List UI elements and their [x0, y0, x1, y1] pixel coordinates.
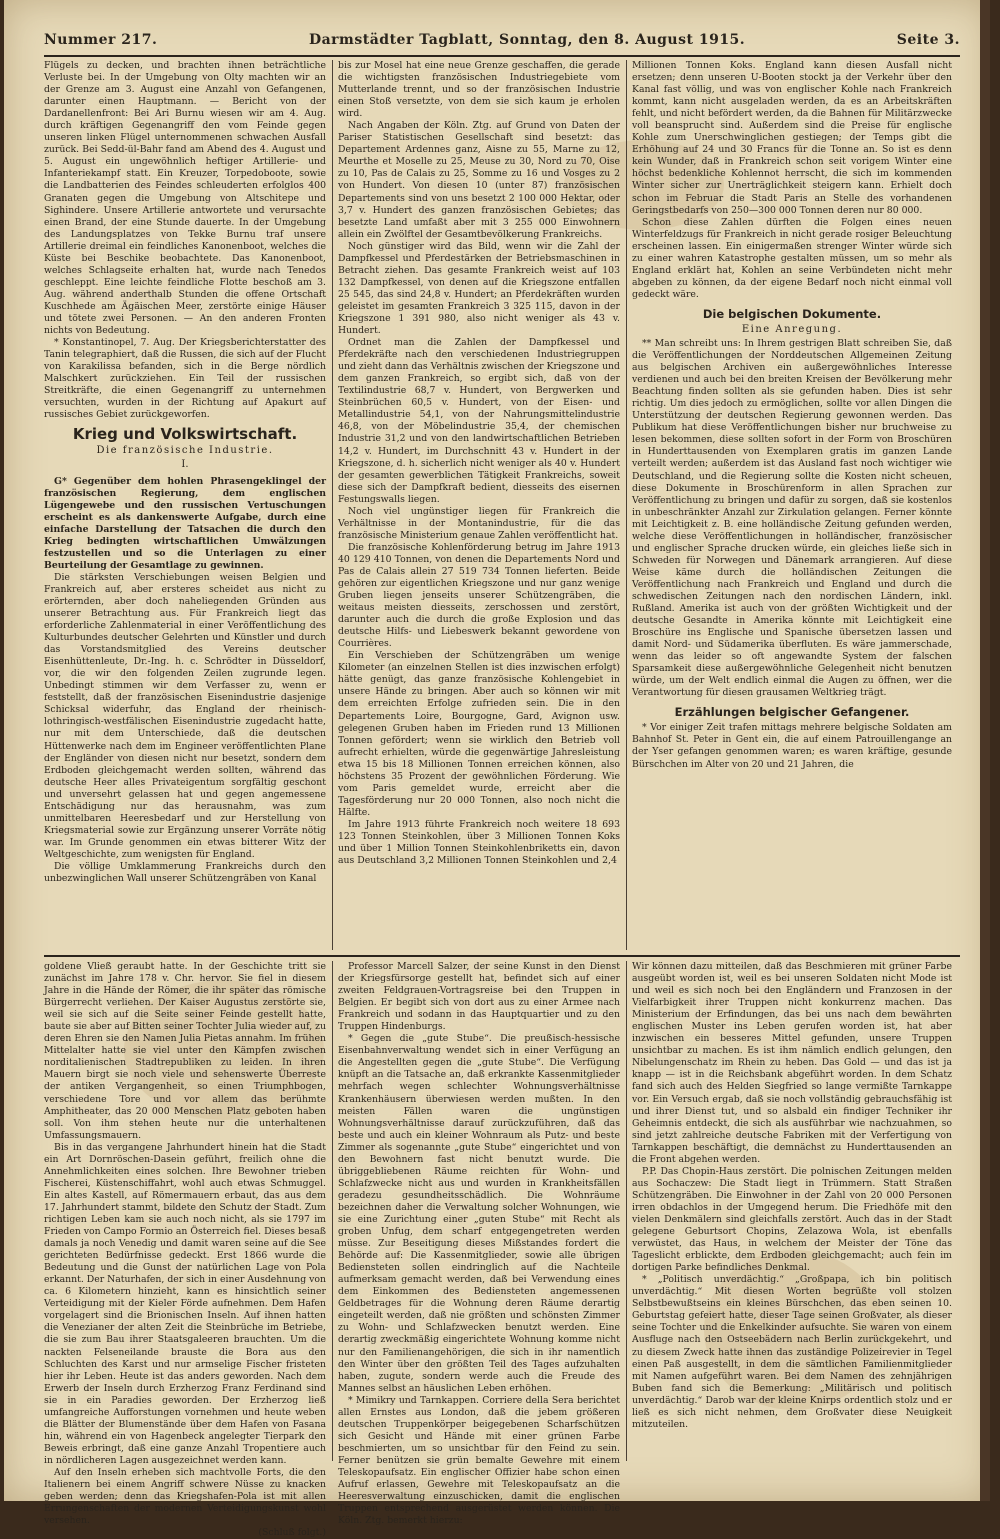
article-paragraph: P.P. Das Chopin-Haus zerstört. Die polnischen Zeitungen melden aus Sochaczew: Die Stadt liegt in Trümmern. Statt Straßen Schützengräben. Die Einwohner in der Zahl von 20 000 Personen irren obdachlos in der Umgegend herum. Die Friedhöfe mit den vielen Denkmälern sind gleichfalls zerstört. Auch das in der Stadt gelegene Geburtsort Chopins, Zelazowa Wola, ist ebenfalls verwüstet, das Haus, in welchem der Meister der Töne das Tageslicht erblickte, dem Erdboden gleichgemacht; auch fein im dortigen Parke befindliches Denkmal. [632, 1165, 952, 1274]
article-paragraph: Die völlige Umklammerung Frankreichs durch den unbezwinglichen Wall unserer Schützengräben von Kanal [44, 861, 326, 885]
article-paragraph: Im Jahre 1913 führte Frankreich noch weitere 18 693 123 Tonnen Steinkohlen, über 3 Millionen Tonnen Koks und über 1 Million Tonnen Steinkohlenbriketts ein, davon aus Deutschland 3,2 Millionen Tonnen Steinkohlen und 2,4 [338, 818, 620, 867]
column-1 [44, 60, 326, 950]
page-number: Seite 3. [896, 32, 960, 48]
article-paragraph: Professor Marcell Salzer, der seine Kunst in den Dienst der Kriegsfürsorge gestellt hat, befindet sich auf einer zweiten Feldgrauen-Vortragsreise bei den Truppen in Belgien. Er begibt sich von dort aus zu einer Armee nach Frankreich und sodann in das Hauptquartier und zu den Truppen Hindenburgs. [338, 961, 620, 1033]
section-subheading: Eine Anregung. [741, 323, 843, 335]
column-divider [626, 60, 627, 950]
article-paragraph: goldene Vließ geraubt hatte. In der Geschichte tritt sie zunächst im Jahre 178 v. Chr. hervor. Sie fiel in diesem Jahre in die Hände der Römer, die ihr später das römische Bürgerrecht verliehen. Der Kaiser Augustus zerstörte sie, weil sie sich auf die Seite seiner Feinde gestellt hatte, baute sie aber auf Bitten seiner Tochter Julia wieder auf, zu deren Ehren sie den Namen Julia Pietas annahm. Im frühen Mittelalter hatte sie viel unter den Kämpfen zwischen norditalienischen Stadtrepubliken zu leiden. In ihren Mauern birgt sie noch viele und sehenswerte Überreste der antiken Vergangenheit, so einen Triumphbogen, verschiedene Tore und vor allem das berühmte Amphitheater, das 20 000 Menschen Platz geboten haben soll. Von ihm stehen heute nur die unterhaltenen Umfassungsmauern. [44, 961, 327, 1141]
article-paragraph: G* Gegenüber dem hohlen Phrasengeklingel der französischen Regierung, dem englischen Lügengewebe und den russischen Vertuschungen erscheint es als dankenswerte Aufgabe, durch eine einfache Darstellung der Tatsachen die durch den Krieg bedingten wirtschaftlichen Umwälzungen festzustellen und so die Unterlagen zu einer Beurteilung der Gesamtlage zu gewinnen. [44, 475, 326, 571]
article-paragraph: Noch viel ungünstiger liegen für Frankreich die Verhältnisse in der Montanindustrie, für die das französische Ministerium genaue Zahlen veröffentlicht hat. [338, 505, 620, 541]
column-divider [332, 60, 333, 950]
part-number: I. [181, 459, 189, 471]
article-paragraph: Ein Verschieben der Schützengräben um wenige Kilometer (an einzelnen Stellen ist dies inzwischen erfolgt) hätte genügt, das ganze französische Kohlengebiet in unsere Hände zu bringen. Aber auch so können wir mit dem erreichten Erfolge zufrieden sein. Die in den Departements Loire, Bourgogne, Gard, Avignon usw. gelegenen Gruben haben im Frieden rund 13 Millionen Tonnen gefördert; wenn sie wirklich den Betrieb voll aufrecht erhielten, würde die gegenwärtige Jahresleistung etwa 15 bis 18 Millionen Tonnen erreichen können, also höchstens 35 Prozent der gewöhnlichen Förderung. Wie vom Paris gemeldet wurde, erreicht aber die Tagesförderung nur 20 000 Tonnen, also noch nicht die Hälfte. [338, 650, 620, 818]
article-paragraph: Bis in das vergangene Jahrhundert hinein hat die Stadt ein Art Dornröschen-Dasein geführt, freilich ohne die Annehmlichkeiten eines solchen. Ihre Bewohner trieben Fischerei, Küstenschiffahrt, wohl auch etwas Schmuggel. Ein altes Kastell, auf Römermauern erbaut, das aus dem 17. Jahrhundert stammt, bildete den Schutz der Stadt. Zum richtigen Leben kam sie auch noch nicht, als sie 1797 im Frieden von Campo Formio an Österreich fiel. Dieses besaß damals ja noch Venedig und damit waren seine auf die See gerichteten Bedürfnisse gedeckt. Erst 1866 wurde die Bedeutung und die Gunst der natürlichen Lage von Pola erkannt. Der Naturhafen, der sich in einer Ausdehnung von ca. 6 Kilometern hinzieht, kann es hinsichtlich seiner Verteidigung mit der Kieler Förde aufnehmen. Dem Hafen vorgelagert sind die Brionischen Inseln. Auf ihnen hatten die Venezianer der alten Zeit die Steinbrüche im Betriebe, die sie zum Bau ihrer Staatsgaleeren brauchten. Um die nackten Felseneilande brauste die Bora aus den Schluchten des Karst und nur armselige Fischer fristeten hier ihr Leben. Heute ist das anders geworden. Nach dem Erwerb der Inseln durch Erzherzog Franz Ferdinand sind sie in ein Paradies geworden. Der Erzherzog ließ umfangreiche Aufforstungen vornehmen und heute weben die Blätter der Blumenstände über dem Hafen von Fasana hin, während ein von Hagenbeck angelegter Tierpark den Beweis erbringt, daß eine ganze Anzahl Tropentiere auch in nördlicheren Lagen ausgezeichnet werden kann. [44, 1141, 326, 1466]
lower-column-3 [632, 961, 952, 1461]
column-divider [332, 961, 333, 1461]
section-heading: Die belgischen Dokumente. [702, 306, 882, 321]
section-heading: Krieg und Volkswirtschaft. [72, 425, 298, 444]
header-rule [44, 55, 960, 57]
article-paragraph: Nach Angaben der Köln. Ztg. auf Grund von Daten der Pariser Statistischen Gesellschaft sind besetzt: das Departement Ardennes ganz, Aisne zu 55, Marne zu 12, Meurthe et Moselle zu 25, Meuse zu 30, Nord zu 70, Oise zu 10, Pas de Calais zu 25, Somme zu 16 und Vosges zu 2 von Hundert. Von diesen 10 (unter 87) französischen Departements sind von uns besetzt 2 100 000 Hektar, oder 3,7 v. Hundert des ganzen französischen Gebietes; das besetzte Land umfaßt aber mit 3 255 000 Einwohnern allein ein Zwölftel der Gesamtbevölkerung Frankreichs. [338, 120, 620, 240]
column-divider [626, 961, 627, 1461]
article-paragraph: Millionen Tonnen Koks. England kann diesen Ausfall nicht ersetzen; denn unseren U-Booten stockt ja der Verkehr über den Kanal fast völlig, und was von englischer Kohle nach Frankreich kommt, kann nicht ausgeladen werden, da es an Arbeitskräften fehlt, und nicht befördert werden, da die Bahnen für Militärzwecke voll beansprucht sind. Außerdem sind die Preise für englische Kohle zum Unerschwinglichen gestiegen; der Temps gibt die Erhöhung auf 24 und 30 Francs für die Tonne an. So ist es denn kein Wunder, daß in Frankreich schon seit vorigem Winter eine höchst bedenkliche Kohlennot herrscht, die sich im kommenden Winter sicher zur Unerträglichkeit steigern kann. Erhielt doch schon im Februar die Stadt Paris an Stelle des vorhandenen Geringstbedarfs von 250—300 000 Tonnen deren nur 80 000. [632, 60, 952, 216]
page-edge [980, 0, 990, 1501]
article-paragraph: Flügels zu decken, und brachten ihnen beträchtliche Verluste bei. In der Umgebung von Olty machten wir an der Grenze am 3. August eine Anzahl von Gefangenen, darunter einen Hauptmann. — Bericht von der Dardanellenfront: Bei Ari Burnu wiesen wir am 4. Aug. durch kräftigen Gegenangriff den vom Feinde gegen unseren linken Flügel unternommenen schwachen Ausfall zurück. Bei Sedd-ül-Bahr fand am Abend des 4. August und 5. August ein ungewöhnlich heftiger Artillerie- und Infanteriekampf statt. Ein Kreuzer, Torpedoboote, sowie die Landbatterien des Feindes schleuderten erfolglos 400 Granaten gegen die Umgebung von Altschitepe und Sighindere. Unsere Artillerie antwortete und verursachte einen Brand, der eine Stunde dauerte. In der Umgebung des Landungsplatzes von Tekke Burnu traf unsere Artillerie dreimal ein feindliches Kanonenboot, welches die Küste bei Beschike beobachtete. Das Kanonenboot, welches Schlagseite erhalten hat, wurde nach Tenedos geschleppt. Eine leichte feindliche Flotte beschoß am 3. Aug. während anderthalb Stunden die offene Ortschaft Kuschhede am Ägäischen Meer, zerstörte einige Häuser und tötete zwei Personen. — An den anderen Fronten nichts von Bedeutung. [44, 60, 326, 337]
article-paragraph: Die stärksten Verschiebungen weisen Belgien und Frankreich auf, aber ersteres scheidet aus nicht zu erörternden, aber doch naheliegenden Gründen aus unserer Betrachtung aus. Für Frankreich liegt das erforderliche Zahlenmaterial in einer Veröffentlichung des Kulturbundes deutscher Gelehrten und Künstler und durch das Vorstandsmitglied des Vereins deutscher Eisenhüttenleute, Dr.-Ing. h. c. Schrödter in Düsseldorf, vor, die wir den folgenden Zeilen zugrunde legen. Unbedingt stimmen wir dem Verfasser zu, wenn er feststellt, daß der französischen Eisenindustrie dasjenige Schicksal widerfuhr, das England der rheinisch-lothringisch-westfälischen Eisenindustrie zugedacht hatte, nur mit dem Unterschiede, daß die deutschen Hüttenwerke nach dem im Engineer veröffentlichten Plane der Engländer von diesen nicht nur besetzt, sondern dem Erdboden gleichgemacht werden sollten, während das deutsche Heer alles Privateigentum sorgfältig geschont und unversehrt gelassen hat und gegen angemessene Entschädigung nur das herausnahm, was zum unmittelbaren Heeresbedarf und zur Herstellung von Kriegsmaterial sowie zur Ergänzung unserer Vorräte nötig war. Im Grunde genommen ein etwas bitterer Witz der Weltgeschichte, zum wenigsten für England. [44, 571, 326, 860]
column-2 [338, 60, 620, 950]
article-paragraph: * Mimikry und Tarnkappen. Corriere della Sera berichtet allen Ernstes aus London, daß die jebem größeren deutschen Truppenkörper beigegebenen Scharfschützen sich Gesicht und Hände mit einer grünen Farbe beschmierten, um so unsichtbar für den Feind zu sein. Ferner benützen sie grün bemalte Gewehre mit einem Teleskopaufsatz. Ein englischer Offizier habe schon einen Aufruf erlassen, Gewehre mit Teleskopaufsatz an die Heeresverwaltung einzuschicken, damit die englischen Truppen entsprechend ausgerüstet werden können. Die Köln. Ztg. bemerkt hierzu: [338, 1394, 620, 1527]
article-paragraph: * Konstantinopel, 7. Aug. Der Kriegsberichterstatter des Tanin telegraphiert, daß die Russen, die sich auf der Flucht von Karakilissa befanden, sich in die Berge nördlich Malschkert zurückziehen. Ein Teil der russischen Streitkräfte, die einen Gegenangriff zu unternehmen versuchten, wurden in der Richtung auf Apakurt auf russisches Gebiet zurückgeworfen. [44, 337, 326, 421]
page-header [44, 32, 960, 54]
article-paragraph: Wir können dazu mitteilen, daß das Beschmieren mit grüner Farbe ausgeübt worden ist, weil es bei unseren Soldaten nicht Mode ist und weil es sich noch bei den Engländern und Franzosen in der Vielfarbigkeit ihrer Truppen nicht konkurrenz machen. Das Ministerium der Erfindungen, das bei uns nach dem bewährten englischen Muster ins Leben gerufen worden ist, hat aber inzwischen ein besseres Mittel gefunden, unsere Truppen unsichtbar zu machen. Es ist ihm nämlich endlich gelungen, den Nibelungenschatz im Rhein zu heben. Das Gold — und das ist ja knapp — ist in die Reichsbank abgeführt worden. In dem Schatz fand sich auch des Helden Siegfried so lange vermißte Tarnkappe vor. Ein Versuch ergab, daß sie noch vollständig gebrauchsfähig ist und ihrer Dienst tut, und so alsbald ein findiger Techniker ihr Geheimnis entdeckt, die sich als ausführbar wie nachzuahmen, so sind jetzt zahlreiche deutsche Fabriken mit der Verfertigung von Tarnkappen beschäftigt, die demnächst zu Hunderttausenden an die Front abgehen werden. [632, 961, 952, 1165]
article-paragraph: ** Man schreibt uns: In Ihrem gestrigen Blatt schreiben Sie, daß die Veröffentlichungen der Norddeutschen Allgemeinen Zeitung aus belgischen Archiven ein außergewöhnliches Interesse verdienen und auch bei den breiten Kreisen der Bevölkerung mehr Beachtung finden sollten als sie gefunden haben. Dies ist sehr richtig. Um dies jedoch zu ermöglichen, sollte vor allen Dingen die Unterstützung der deutschen Regierung gewonnen werden. Das Publikum hat diese Veröffentlichungen bisher nur bruchweise zu lesen bekommen, diese sollten sofort in der Form von Broschüren in Hunderttausenden von Exemplaren gratis im ganzen Lande verteilt werden; außerdem ist das Ausland fast noch wichtiger wie Deutschland, und die Regierung sollte die Kosten nicht scheuen, diese Dokumente in Broschürenform in allen Sprachen zur Veröffentlichung zu bringen und dafür zu sorgen, daß sie kostenlos in unbeschränkter Anzahl zur Zirkulation gelangen. Ferner könnte mit Leichtigkeit z. B. eine holländische Zeitung gefunden werden, welche diese Veröffentlichungen in holländischer, französischer und englischer Sprache drucken würde, ein gleiches ließe sich in Schweden für Norwegen und Dänemark arrangieren. Auf diese Weise käme durch die holländischen Zeitungen die Veröffentlichung nach Frankreich und England und durch die schwedischen Zeitungen nach den nordischen Ländern, inkl. Rußland. Amerika ist auch von der größten Wichtigkeit und der deutsche Gesandte in Amerika könnte mit Leichtigkeit eine Broschüre ins Englische und Spanische übersetzen lassen und damit Nord- und Südamerika überfluten. Es wäre jammerschade, wenn das leider so oft angewandte System der falschen Sparsamkeit diese außergewöhnliche Gelegenheit nicht benutzen würde, um der Welt endlich einmal die Augen zu öffnen, wer die Verantwortung für diesen grausamen Weltkrieg trägt. [632, 337, 952, 699]
article-paragraph: Auf den Inseln erheben sich machtvolle Forts, die den Italienern bei einem Angriff schwere Nüsse zu knacken geben werden; denn das Kriegshafen-Pola ist mit allen Errungenschaften der modernen Verteidigungskunst wohl versehen. [44, 1466, 326, 1527]
article-paragraph: bis zur Mosel hat eine neue Grenze geschaffen, die gerade die wichtigsten französischen Industriegebiete vom Mutterlande trennt, und so der französischen Industrie einen Stoß versetzte, von dem sie sich kaum je erholen wird. [338, 60, 620, 120]
section-subheading: Die französische Industrie. [96, 445, 274, 457]
article-paragraph: * Vor einiger Zeit trafen mittags mehrere belgische Soldaten am Bahnhof St. Peter in Gent ein, die auf einem Patrouillengange an der Yser gefangen genommen waren; es waren kräftige, gesunde Bürschchen im Alter von 20 und 21 Jahren, die [632, 722, 952, 770]
newspaper-page [4, 0, 990, 1539]
lower-column-1 [44, 961, 327, 1539]
feuilleton-rule [44, 955, 960, 957]
article-paragraph: * Gegen die „gute Stube“. Die preußisch-hessische Eisenbahnverwaltung wendet sich in einer Verfügung an die Angestellten gegen die „gute Stube“. Die Verfügung knüpft an die Tatsache an, daß erkrankte Kassenmitglieder mehrfach wegen schlechter Wohnungsverhältnisse Krankenhäusern überwiesen werden mußten. In den meisten Fällen waren die ungünstigen Wohnungsverhältnisse darauf zurückzuführen, daß das beste und auch ein kleiner Wohnraum als Putz- und beste Zimmer als sogenannte „gute Stube“ eingerichtet und von den Bewohnern fast nicht benutzt wurde. Die übriggebliebenen Räume reichten für Wohn- und Schlafzwecke nicht aus und wurden in Krankheitsfällen geradezu gesundheitsschädlich. Die Wohnräume bezeichnen daher die Verwaltung solcher Wohnungen, wie sie eine Zurichtung einer „guten Stube“ mit Recht als groben Unfug, dem scharf entgegengetreten werden müsse. Zur Beseitigung dieses Mißstandes fordert die Behörde auf: Die Kassenmitglieder, sowie alle übrigen Bediensteten sollen eindringlich auf die Nachteile aufmerksam gemacht werden, daß bei Verwendung eines dem Einkommen des Bediensteten angemessenen Geldbetrages für die Wohnung deren Räume derartig eingeteilt werden, daß nie größten und schönsten Zimmer zu Wohn- und Schlafzwecken benutzt werden. Eine derartig zweckmäßig eingerichtete Wohnung komme nicht nur den Familienangehörigen, die sich in ihr namentlich den Winter über den größten Teil des Tages aufzuhalten haben, zugute, sondern werde auch die Freude des Mannes selbst an häuslichen Leben erhöhen. [338, 1033, 620, 1394]
article-paragraph: Schon diese Zahlen dürften die Folgen eines neuen Winterfeldzugs für Frankreich in nicht gerade rosiger Beleuchtung erscheinen lassen. Ein einigermaßen strenger Winter würde sich zu einer wahren Katastrophe gestalten müssen, um so mehr als England erklärt hat, Kohlen an seine Verbündeten nicht mehr abgeben zu können, da der eigene Bedarf noch nicht einmal voll gedeckt wäre. [632, 216, 952, 300]
continuation-note: (Schluß folgt.) [258, 1527, 326, 1539]
column-3 [632, 60, 952, 950]
section-heading: Erzählungen belgischer Gefangener. [674, 705, 910, 720]
article-paragraph: Noch günstiger wird das Bild, wenn wir die Zahl der Dampfkessel und Pferdestärken der Betriebsmaschinen in Betracht ziehen. Das gesamte Frankreich weist auf 103 132 Dampfkessel, von denen auf die Kriegszone entfallen 25 545, das sind 24,8 v. Hundert; an Pferdekräften wurden geleistet im gesamten Frankreich 3 325 115, davon in der Kriegszone 1 391 980, also nicht weniger als 43 v. Hundert. [338, 240, 620, 337]
article-paragraph: Die französische Kohlenförderung betrug im Jahre 1913 40 129 410 Tonnen, von denen die Departements Nord und Pas de Calais allein 27 519 734 Tonnen lieferten. Beide gehören zur eigentlichen Kriegszone und nur ganz wenige Gruben liegen jenseits unserer Schützengräben, die weitaus meisten diesseits, zerschossen und zerstört, darunter auch die durch die große Explosion und das deutsche Hilfs- und Liebeswerk bekannt gewordene von Courrières. [338, 541, 620, 650]
article-paragraph: Ordnet man die Zahlen der Dampfkessel und Pferdekräfte nach den verschiedenen Industriegruppen und zieht dann das Verhältnis zwischen der Kriegszone und dem ganzen Frankreich, so ergibt sich, daß von der Textilindustrie 68,7 v. Hundert, von Bergwerken und Steinbrüchen 60,5 v. Hundert, von der Eisen- und Metallindustrie 54,1, von der Nahrungsmittelindustrie 46,8, von der Möbelindustrie 35,4, der chemischen Industrie 31,2 und von den landwirtschaftlichen Betrieben 14,2 v. Hundert, im Durchschnitt 43 v. Hundert in der Kriegszone, d. h. sicherlich nicht weniger als 40 v. Hundert der gesamten gewerblichen Tätigkeit Frankreichs, soweit diese sich der Dampfkraft bedient, diesseits des eisernen Festungswalls liegen. [338, 337, 620, 505]
article-paragraph: * „Politisch unverdächtig.“ „Großpapa, ich bin politisch unverdächtig.“ Mit diesen Worten begrüßte voll stolzen Selbstbewußtseins ein kleines Bürschchen, das eben seinen 10. Geburtstag gefeiert hatte, dieser Tage seinen Großvater, als dieser seine Tochter und die Enkelkinder aufsuchte. Sie waren von einem Ausfluge nach den Ostseebädern nach Berlin zurückgekehrt, und zu diesem Zweck hatte ihnen das zuständige Polizeirevier in Tegel einen Paß ausgestellt, in dem die sämtlichen Familienmitglieder mit Namen aufgeführt waren. Bei dem Namen des zehnjährigen Buben fand sich die Bemerkung: „Militärisch und politisch unverdächtig.“ Darob war der kleine Knirps ordentlich stolz und er ließ es sich nicht nehmen, dem Großvater diese Neuigkeit mitzuteilen. [632, 1274, 952, 1430]
lower-column-2 [338, 961, 620, 1527]
issue-number: Nummer 217. [44, 32, 158, 48]
newspaper-title: Darmstädter Tagblatt, Sonntag, den 8. August 1915. [308, 32, 746, 48]
